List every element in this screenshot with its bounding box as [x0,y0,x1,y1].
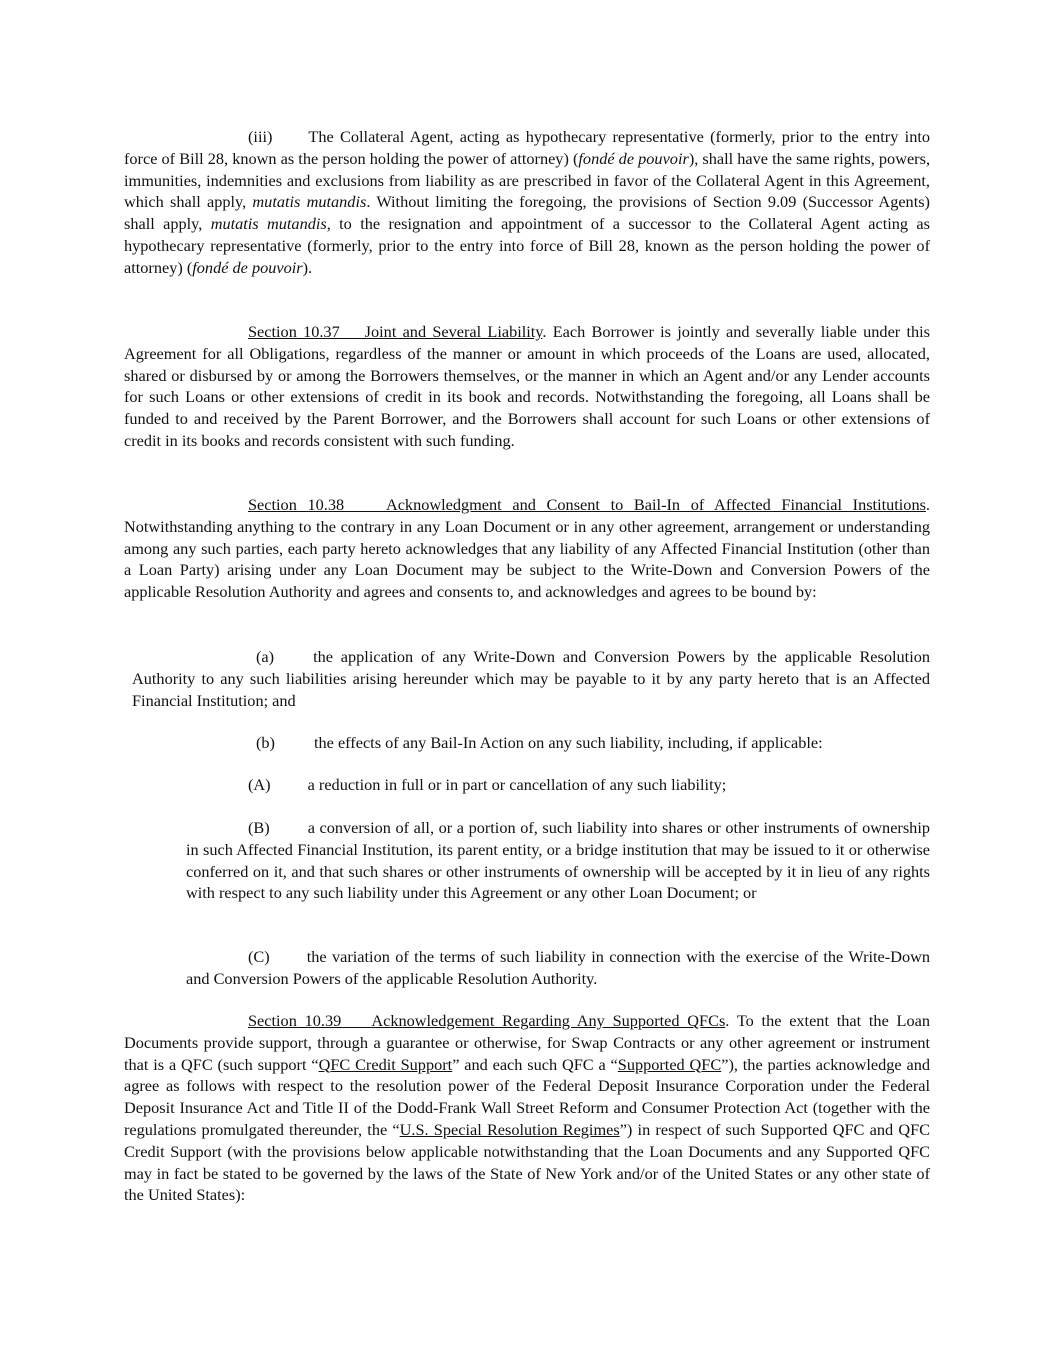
item-number: (a) [256,647,275,666]
paragraph-text: The Collateral Agent, acting as hypothecary representative (formerly, prior to the entry into force of Bill 28, known as the person holding the power of attorney) ( [124,127,930,168]
section-10-39 [124,1010,930,1206]
defined-term: Supported QFC [617,1054,722,1074]
section-heading: Section 10.39 Acknowledgement Regarding Any Supported QFCs [248,1011,726,1030]
item-B [186,817,930,904]
item-number: (b) [256,733,275,752]
item-A [248,774,930,796]
item-a [132,646,930,711]
paragraph-text: , to the resignation and appointment of a successor to the Collateral Agent acting as hypothecary representative (formerly, prior to the entry into force of Bill 28, known as the person holding the power of attorney) ( [124,214,930,277]
italic-term: mutatis mutandis [210,214,327,234]
item-number: (B) [248,818,270,837]
item-text: a conversion of all, or a portion of, such liability into shares or other instruments of ownership in such Affected Financial Institution, its parent entity, or a bridge institution that may be issued to it or otherwise conferred on it, and that such shares or other instruments of ownership will be accepted by it in lieu of any rights with respect to any such liability under this Agreement or any other Loan Document; or [186,818,930,903]
section-body: ”) in respect of such Supported QFC and QFC Credit Support (with the provisions below applicable notwithstanding that the Loan Documents and any Supported QFC may in fact be stated to be governed by the laws of the State of New York and/or of the United States or any other state of the United States): [124,1119,930,1205]
section-body: . Each Borrower is jointly and severally liable under this Agreement for all Obligations, regardless of the manner or amount in which proceeds of the Loans are used, allocated, shared or disbursed by or among the Borrowers themselves, or the manner in which an Agent and/or any Lender accounts for such Loans or other extensions of credit in its book and records. Notwithstanding the foregoing, all Loans shall be funded to and received by the Parent Borrower, and the Borrowers shall account for such Loans or other extensions of credit in its books and records consistent with such funding. [124,322,930,450]
italic-term: mutatis mutandis [252,192,367,212]
paragraph-text: . Without limiting the foregoing, the provisions of Section 9.09 (Successor Agents) shall apply, [124,192,930,234]
section-10-37 [124,321,930,452]
italic-term: fondé de pouvoir [578,148,689,168]
item-number: (A) [248,775,271,794]
italic-term: fondé de pouvoir [192,257,303,277]
section-body: ”), the parties acknowledge and agree as follows with respect to the resolution power of the Federal Deposit Insurance Corporation under the Federal Deposit Insurance Act and Title II of the Dodd-Frank Wall Street Reform and Consumer Protection Act (together with the regulations promulgated thereunder, the “ [124,1054,930,1139]
section-body: . To the extent that the Loan Documents provide support, through a guarantee or otherwise, for Swap Contracts or any other agreement or instrument that is a QFC (such support “ [124,1011,931,1074]
section-body: ” and each such QFC a “ [452,1054,618,1074]
section-heading: Section 10.38 Acknowledgment and Consent to Bail-In of Affected Financial Institutions [248,495,926,514]
paragraph-number: (iii) [248,127,273,146]
paragraph-text: ), shall have the same rights, powers, immunities, indemnities and exclusions from liability as are prescribed in favor of the Collateral Agent in this Agreement, which shall apply, [124,148,931,212]
section-10-38 [124,494,930,603]
item-C [186,946,930,990]
item-text: the variation of the terms of such liability in connection with the exercise of the Write-Down and Conversion Powers of the applicable Resolution Authority. [186,947,930,988]
section-body: . Notwithstanding anything to the contrary in any Loan Document or in any other agreement, arrangement or understanding among any such parties, each party hereto acknowledges that any liability of any Affected Financial Institution (other than a Loan Party) arising under any Loan Document may be subject to the Write-Down and Conversion Powers of the applicable Resolution Authority and agrees and consents to, and acknowledges and agrees to be bound by: [124,495,930,602]
item-b [256,732,930,754]
item-text: a reduction in full or in part or cancellation of any such liability; [307,775,727,794]
defined-term: U.S. Special Resolution Regimes [399,1119,620,1139]
item-text: the application of any Write-Down and Conversion Powers by the applicable Resolution Authority to any such liabilities arising hereunder which may be payable to it by any party hereto that is an Affected Financial Institution; and [132,647,930,710]
paragraph-text: ). [302,257,313,277]
section-heading: Section 10.37 Joint and Several Liability [248,322,543,341]
defined-term: QFC Credit Support [318,1054,453,1074]
item-number: (C) [248,947,270,966]
item-text: the effects of any Bail-In Action on any such liability, including, if applicable: [313,733,823,752]
paragraph-iii [124,126,930,279]
